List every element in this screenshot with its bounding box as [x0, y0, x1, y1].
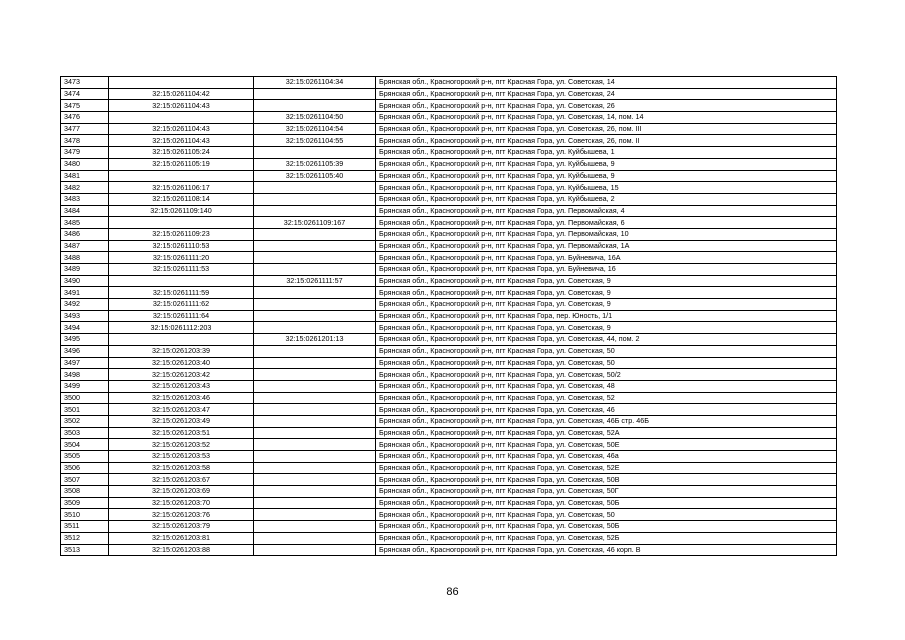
new-cadastral-number-cell	[254, 521, 376, 533]
table-row	[61, 497, 837, 509]
table-row	[61, 462, 837, 474]
old-cadastral-number-cell: 32:15:0261109:140	[109, 205, 254, 217]
old-cadastral-number-cell: 32:15:0261104:43	[109, 123, 254, 135]
old-cadastral-number-cell	[109, 170, 254, 182]
new-cadastral-number-cell	[254, 369, 376, 381]
new-cadastral-number-cell	[254, 544, 376, 556]
new-cadastral-number-cell	[254, 427, 376, 439]
new-cadastral-number-cell	[254, 415, 376, 427]
new-cadastral-number-cell	[254, 439, 376, 451]
address-cell: Брянская обл., Красногорский р-н, пгт Красная Гора, ул. Советская, 9	[376, 275, 837, 287]
row-number-cell: 3508	[61, 486, 109, 498]
row-number-cell: 3473	[61, 77, 109, 89]
address-cell: Брянская обл., Красногорский р-н, пгт Красная Гора, ул. Советская, 9	[376, 287, 837, 299]
new-cadastral-number-cell	[254, 100, 376, 112]
row-number-cell: 3486	[61, 228, 109, 240]
table-row	[61, 88, 837, 100]
address-cell: Брянская обл., Красногорский р-н, пгт Красная Гора, ул. Советская, 26, пом. II	[376, 135, 837, 147]
row-number-cell: 3490	[61, 275, 109, 287]
old-cadastral-number-cell: 32:15:0261105:24	[109, 147, 254, 159]
old-cadastral-number-cell: 32:15:0261111:59	[109, 287, 254, 299]
new-cadastral-number-cell	[254, 345, 376, 357]
new-cadastral-number-cell	[254, 228, 376, 240]
table-row	[61, 240, 837, 252]
row-number-cell: 3495	[61, 334, 109, 346]
table-row	[61, 439, 837, 451]
old-cadastral-number-cell: 32:15:0261203:70	[109, 497, 254, 509]
address-cell: Брянская обл., Красногорский р-н, пгт Красная Гора, ул. Советская, 9	[376, 299, 837, 311]
old-cadastral-number-cell: 32:15:0261111:62	[109, 299, 254, 311]
address-cell: Брянская обл., Красногорский р-н, пгт Красная Гора, ул. Советская, 9	[376, 322, 837, 334]
table-row	[61, 217, 837, 229]
row-number-cell: 3505	[61, 451, 109, 463]
old-cadastral-number-cell: 32:15:0261203:39	[109, 345, 254, 357]
address-cell: Брянская обл., Красногорский р-н, пгт Красная Гора, ул. Советская, 50/2	[376, 369, 837, 381]
old-cadastral-number-cell: 32:15:0261203:40	[109, 357, 254, 369]
registry-table-body	[61, 77, 837, 556]
table-row	[61, 193, 837, 205]
new-cadastral-number-cell	[254, 451, 376, 463]
new-cadastral-number-cell: 32:15:0261111:57	[254, 275, 376, 287]
address-cell: Брянская обл., Красногорский р-н, пгт Красная Гора, ул. Советская, 46Б стр. 46Б	[376, 415, 837, 427]
table-row	[61, 392, 837, 404]
address-cell: Брянская обл., Красногорский р-н, пгт Красная Гора, ул. Советская, 50Б	[376, 497, 837, 509]
address-cell: Брянская обл., Красногорский р-н, пгт Красная Гора, ул. Советская, 14	[376, 77, 837, 89]
address-cell: Брянская обл., Красногорский р-н, пгт Красная Гора, ул. Первомайская, 6	[376, 217, 837, 229]
old-cadastral-number-cell: 32:15:0261203:88	[109, 544, 254, 556]
table-row	[61, 544, 837, 556]
old-cadastral-number-cell: 32:15:0261203:81	[109, 532, 254, 544]
row-number-cell: 3494	[61, 322, 109, 334]
address-cell: Брянская обл., Красногорский р-н, пгт Красная Гора, ул. Советская, 46 корп. В	[376, 544, 837, 556]
old-cadastral-number-cell	[109, 77, 254, 89]
row-number-cell: 3477	[61, 123, 109, 135]
table-row	[61, 404, 837, 416]
table-row	[61, 264, 837, 276]
address-cell: Брянская обл., Красногорский р-н, пгт Красная Гора, ул. Советская, 50В	[376, 474, 837, 486]
table-row	[61, 369, 837, 381]
table-row	[61, 345, 837, 357]
new-cadastral-number-cell	[254, 287, 376, 299]
table-row	[61, 415, 837, 427]
new-cadastral-number-cell	[254, 240, 376, 252]
address-cell: Брянская обл., Красногорский р-н, пгт Красная Гора, ул. Куйбышева, 9	[376, 158, 837, 170]
address-cell: Брянская обл., Красногорский р-н, пгт Красная Гора, ул. Куйбышева, 1	[376, 147, 837, 159]
row-number-cell: 3475	[61, 100, 109, 112]
table-row	[61, 310, 837, 322]
table-row	[61, 170, 837, 182]
new-cadastral-number-cell	[254, 193, 376, 205]
address-cell: Брянская обл., Красногорский р-н, пгт Красная Гора, ул. Советская, 50	[376, 357, 837, 369]
new-cadastral-number-cell	[254, 310, 376, 322]
old-cadastral-number-cell: 32:15:0261111:64	[109, 310, 254, 322]
row-number-cell: 3479	[61, 147, 109, 159]
row-number-cell: 3491	[61, 287, 109, 299]
table-row	[61, 380, 837, 392]
table-row	[61, 205, 837, 217]
new-cadastral-number-cell	[254, 264, 376, 276]
table-row	[61, 334, 837, 346]
new-cadastral-number-cell: 32:15:0261109:167	[254, 217, 376, 229]
row-number-cell: 3510	[61, 509, 109, 521]
table-row	[61, 135, 837, 147]
new-cadastral-number-cell	[254, 88, 376, 100]
row-number-cell: 3484	[61, 205, 109, 217]
table-row	[61, 509, 837, 521]
new-cadastral-number-cell	[254, 322, 376, 334]
table-row	[61, 182, 837, 194]
registry-table	[60, 76, 837, 556]
table-row	[61, 147, 837, 159]
old-cadastral-number-cell: 32:15:0261203:69	[109, 486, 254, 498]
address-cell: Брянская обл., Красногорский р-н, пгт Красная Гора, ул. Советская, 24	[376, 88, 837, 100]
table-row	[61, 228, 837, 240]
row-number-cell: 3476	[61, 112, 109, 124]
row-number-cell: 3487	[61, 240, 109, 252]
row-number-cell: 3511	[61, 521, 109, 533]
new-cadastral-number-cell	[254, 182, 376, 194]
address-cell: Брянская обл., Красногорский р-н, пгт Красная Гора, ул. Советская, 44, пом. 2	[376, 334, 837, 346]
new-cadastral-number-cell	[254, 147, 376, 159]
row-number-cell: 3493	[61, 310, 109, 322]
table-row	[61, 532, 837, 544]
address-cell: Брянская обл., Красногорский р-н, пгт Красная Гора, ул. Советская, 52А	[376, 427, 837, 439]
table-row	[61, 486, 837, 498]
old-cadastral-number-cell: 32:15:0261203:49	[109, 415, 254, 427]
row-number-cell: 3485	[61, 217, 109, 229]
table-row	[61, 451, 837, 463]
old-cadastral-number-cell: 32:15:0261203:79	[109, 521, 254, 533]
old-cadastral-number-cell: 32:15:0261203:47	[109, 404, 254, 416]
old-cadastral-number-cell: 32:15:0261203:53	[109, 451, 254, 463]
address-cell: Брянская обл., Красногорский р-н, пгт Красная Гора, пер. Юность, 1/1	[376, 310, 837, 322]
address-cell: Брянская обл., Красногорский р-н, пгт Красная Гора, ул. Куйбышева, 15	[376, 182, 837, 194]
new-cadastral-number-cell	[254, 404, 376, 416]
page-number: 86	[446, 586, 459, 598]
new-cadastral-number-cell: 32:15:0261104:55	[254, 135, 376, 147]
row-number-cell: 3481	[61, 170, 109, 182]
old-cadastral-number-cell: 32:15:0261203:76	[109, 509, 254, 521]
row-number-cell: 3489	[61, 264, 109, 276]
address-cell: Брянская обл., Красногорский р-н, пгт Красная Гора, ул. Первомайская, 4	[376, 205, 837, 217]
new-cadastral-number-cell: 32:15:0261104:54	[254, 123, 376, 135]
row-number-cell: 3513	[61, 544, 109, 556]
table-row	[61, 252, 837, 264]
new-cadastral-number-cell	[254, 486, 376, 498]
table-row	[61, 275, 837, 287]
old-cadastral-number-cell: 32:15:0261203:52	[109, 439, 254, 451]
old-cadastral-number-cell	[109, 275, 254, 287]
address-cell: Брянская обл., Красногорский р-н, пгт Красная Гора, ул. Советская, 26, пом. III	[376, 123, 837, 135]
new-cadastral-number-cell	[254, 509, 376, 521]
old-cadastral-number-cell: 32:15:0261110:53	[109, 240, 254, 252]
row-number-cell: 3499	[61, 380, 109, 392]
old-cadastral-number-cell	[109, 217, 254, 229]
address-cell: Брянская обл., Красногорский р-н, пгт Красная Гора, ул. Советская, 46а	[376, 451, 837, 463]
new-cadastral-number-cell	[254, 392, 376, 404]
old-cadastral-number-cell: 32:15:0261203:46	[109, 392, 254, 404]
row-number-cell: 3502	[61, 415, 109, 427]
old-cadastral-number-cell: 32:15:0261104:43	[109, 100, 254, 112]
old-cadastral-number-cell: 32:15:0261203:58	[109, 462, 254, 474]
new-cadastral-number-cell	[254, 380, 376, 392]
row-number-cell: 3504	[61, 439, 109, 451]
new-cadastral-number-cell	[254, 462, 376, 474]
new-cadastral-number-cell: 32:15:0261104:34	[254, 77, 376, 89]
table-row	[61, 287, 837, 299]
address-cell: Брянская обл., Красногорский р-н, пгт Красная Гора, ул. Советская, 46	[376, 404, 837, 416]
row-number-cell: 3483	[61, 193, 109, 205]
old-cadastral-number-cell: 32:15:0261111:20	[109, 252, 254, 264]
row-number-cell: 3501	[61, 404, 109, 416]
old-cadastral-number-cell: 32:15:0261104:43	[109, 135, 254, 147]
address-cell: Брянская обл., Красногорский р-н, пгт Красная Гора, ул. Советская, 52Е	[376, 462, 837, 474]
old-cadastral-number-cell: 32:15:0261111:53	[109, 264, 254, 276]
address-cell: Брянская обл., Красногорский р-н, пгт Красная Гора, ул. Куйбышева, 2	[376, 193, 837, 205]
row-number-cell: 3500	[61, 392, 109, 404]
row-number-cell: 3497	[61, 357, 109, 369]
address-cell: Брянская обл., Красногорский р-н, пгт Красная Гора, ул. Советская, 50	[376, 345, 837, 357]
table-row	[61, 299, 837, 311]
row-number-cell: 3480	[61, 158, 109, 170]
old-cadastral-number-cell: 32:15:0261109:23	[109, 228, 254, 240]
new-cadastral-number-cell	[254, 532, 376, 544]
table-row	[61, 357, 837, 369]
address-cell: Брянская обл., Красногорский р-н, пгт Красная Гора, ул. Советская, 50Г	[376, 486, 837, 498]
table-row	[61, 158, 837, 170]
address-cell: Брянская обл., Красногорский р-н, пгт Красная Гора, ул. Первомайская, 10	[376, 228, 837, 240]
table-row	[61, 112, 837, 124]
new-cadastral-number-cell: 32:15:0261201:13	[254, 334, 376, 346]
old-cadastral-number-cell: 32:15:0261105:19	[109, 158, 254, 170]
address-cell: Брянская обл., Красногорский р-н, пгт Красная Гора, ул. Советская, 52	[376, 392, 837, 404]
row-number-cell: 3488	[61, 252, 109, 264]
table-row	[61, 77, 837, 89]
new-cadastral-number-cell	[254, 205, 376, 217]
row-number-cell: 3496	[61, 345, 109, 357]
table-row	[61, 427, 837, 439]
new-cadastral-number-cell	[254, 252, 376, 264]
address-cell: Брянская обл., Красногорский р-н, пгт Красная Гора, ул. Советская, 48	[376, 380, 837, 392]
row-number-cell: 3507	[61, 474, 109, 486]
new-cadastral-number-cell	[254, 357, 376, 369]
row-number-cell: 3506	[61, 462, 109, 474]
row-number-cell: 3474	[61, 88, 109, 100]
row-number-cell: 3509	[61, 497, 109, 509]
address-cell: Брянская обл., Красногорский р-н, пгт Красная Гора, ул. Советская, 50	[376, 509, 837, 521]
old-cadastral-number-cell: 32:15:0261106:17	[109, 182, 254, 194]
table-row	[61, 100, 837, 112]
old-cadastral-number-cell: 32:15:0261104:42	[109, 88, 254, 100]
old-cadastral-number-cell: 32:15:0261203:67	[109, 474, 254, 486]
table-row	[61, 474, 837, 486]
address-cell: Брянская обл., Красногорский р-н, пгт Красная Гора, ул. Буйневича, 16А	[376, 252, 837, 264]
new-cadastral-number-cell	[254, 474, 376, 486]
old-cadastral-number-cell: 32:15:0261112:203	[109, 322, 254, 334]
row-number-cell: 3478	[61, 135, 109, 147]
old-cadastral-number-cell	[109, 334, 254, 346]
new-cadastral-number-cell	[254, 497, 376, 509]
row-number-cell: 3492	[61, 299, 109, 311]
old-cadastral-number-cell: 32:15:0261203:51	[109, 427, 254, 439]
address-cell: Брянская обл., Красногорский р-н, пгт Красная Гора, ул. Советская, 52Б	[376, 532, 837, 544]
address-cell: Брянская обл., Красногорский р-н, пгт Красная Гора, ул. Куйбышева, 9	[376, 170, 837, 182]
address-cell: Брянская обл., Красногорский р-н, пгт Красная Гора, ул. Буйневича, 16	[376, 264, 837, 276]
address-cell: Брянская обл., Красногорский р-н, пгт Красная Гора, ул. Советская, 14, пом. 14	[376, 112, 837, 124]
new-cadastral-number-cell: 32:15:0261105:39	[254, 158, 376, 170]
old-cadastral-number-cell: 32:15:0261203:42	[109, 369, 254, 381]
old-cadastral-number-cell: 32:15:0261108:14	[109, 193, 254, 205]
old-cadastral-number-cell: 32:15:0261203:43	[109, 380, 254, 392]
table-row	[61, 521, 837, 533]
new-cadastral-number-cell	[254, 299, 376, 311]
address-cell: Брянская обл., Красногорский р-н, пгт Красная Гора, ул. Советская, 50Б	[376, 521, 837, 533]
address-cell: Брянская обл., Красногорский р-н, пгт Красная Гора, ул. Советская, 26	[376, 100, 837, 112]
new-cadastral-number-cell: 32:15:0261105:40	[254, 170, 376, 182]
address-cell: Брянская обл., Красногорский р-н, пгт Красная Гора, ул. Советская, 50Е	[376, 439, 837, 451]
address-cell: Брянская обл., Красногорский р-н, пгт Красная Гора, ул. Первомайская, 1А	[376, 240, 837, 252]
row-number-cell: 3498	[61, 369, 109, 381]
new-cadastral-number-cell: 32:15:0261104:50	[254, 112, 376, 124]
table-row	[61, 322, 837, 334]
row-number-cell: 3512	[61, 532, 109, 544]
row-number-cell: 3482	[61, 182, 109, 194]
row-number-cell: 3503	[61, 427, 109, 439]
table-row	[61, 123, 837, 135]
old-cadastral-number-cell	[109, 112, 254, 124]
